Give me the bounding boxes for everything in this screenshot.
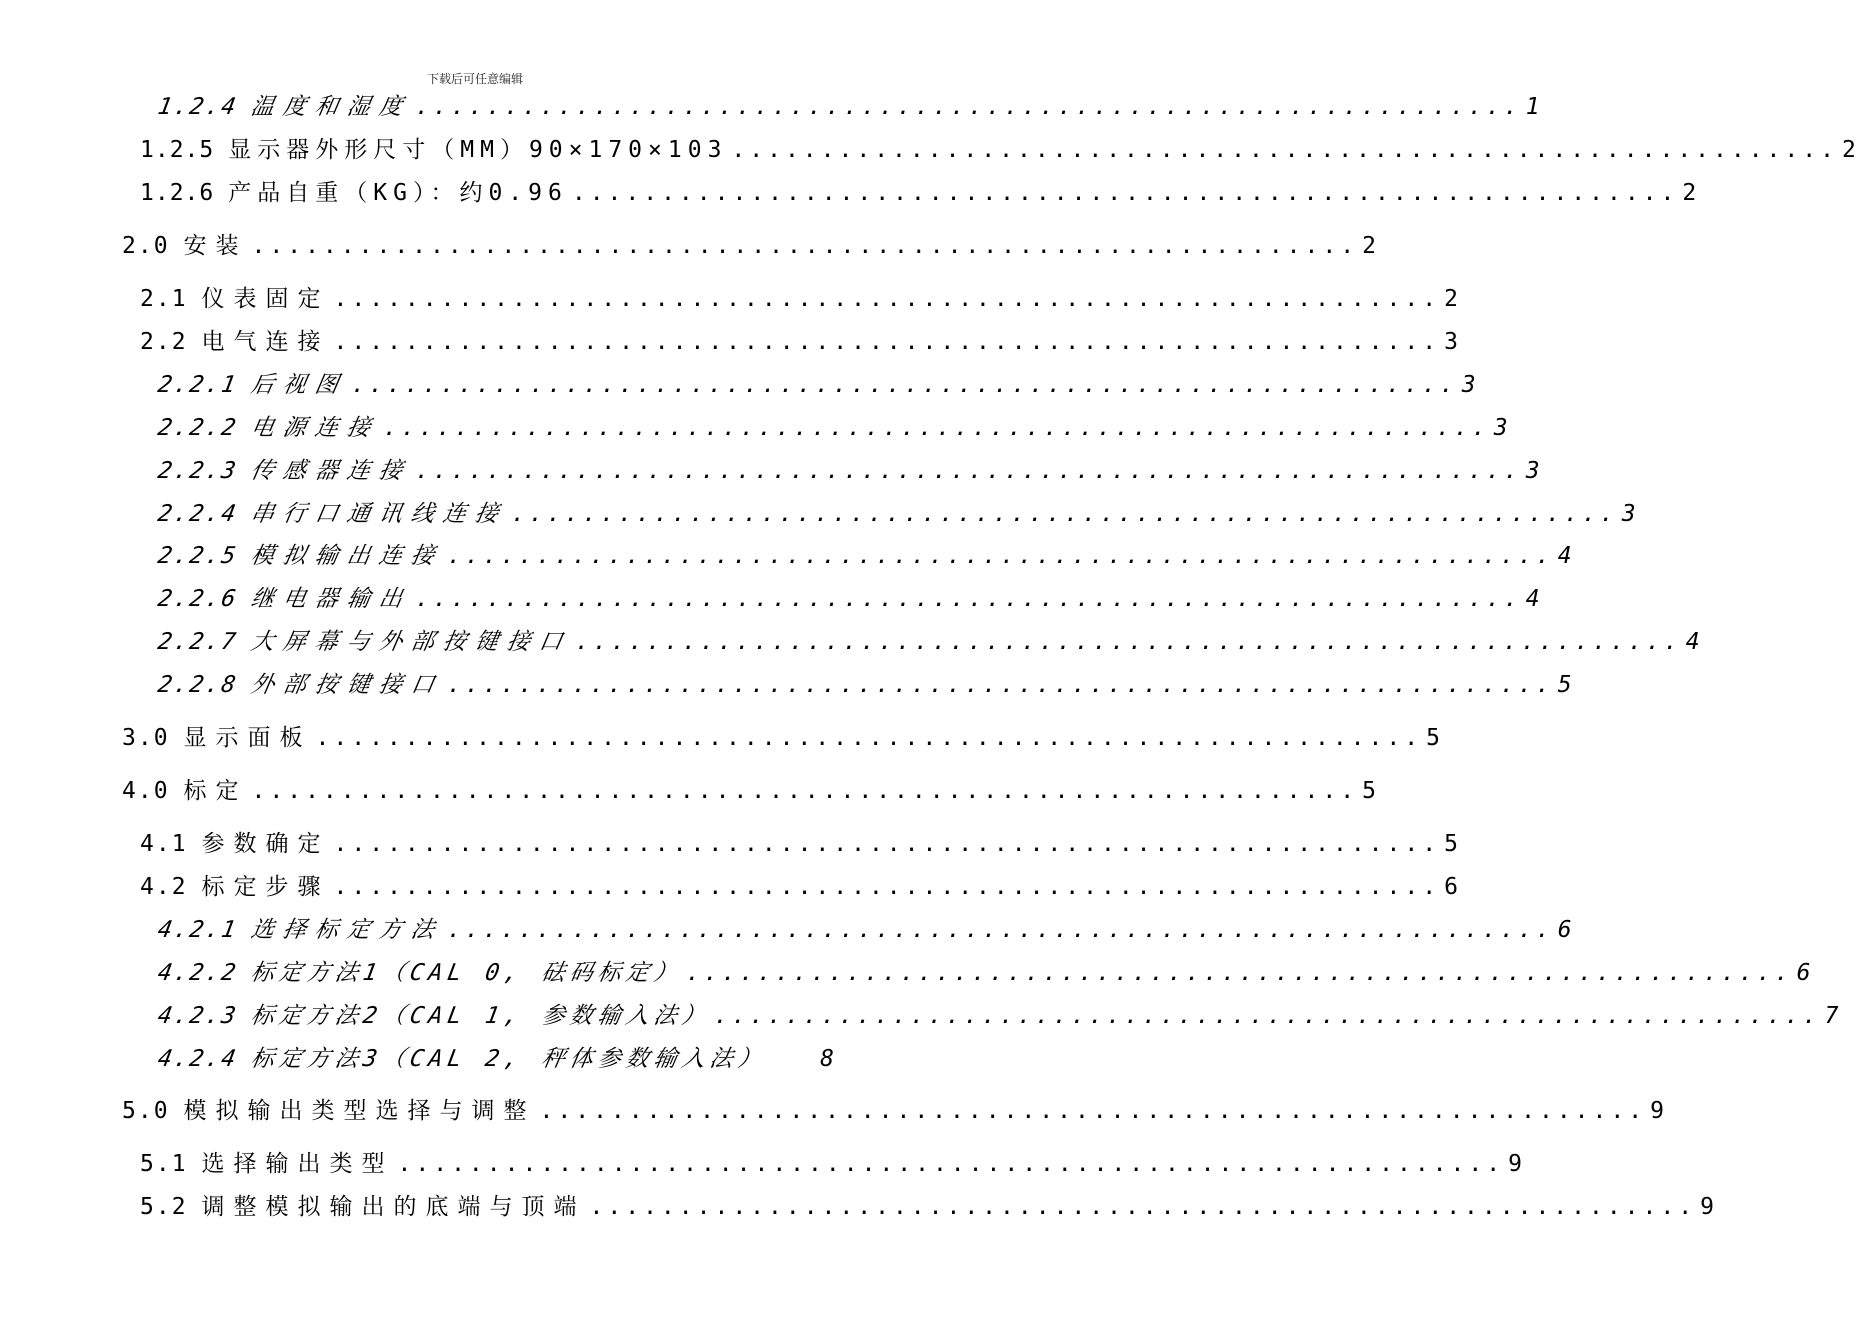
toc-number: 2.2.8 xyxy=(155,672,240,698)
toc-page: 5 xyxy=(1426,725,1442,751)
toc-leader: .............................................................. xyxy=(333,874,1441,900)
toc-leader: .............................................................. xyxy=(415,586,1522,612)
toc-number: 2.2.1 xyxy=(155,372,240,398)
toc-page: 9 xyxy=(1650,1098,1666,1124)
toc-title: 产品自重（KG）：约0.96 xyxy=(228,180,568,206)
toc-leader: .............................................................. xyxy=(315,725,1423,751)
toc-entry-4-2-1[interactable] xyxy=(155,917,1574,943)
toc-page: 6 xyxy=(1444,874,1460,900)
toc-leader: .............................................................. xyxy=(539,1098,1647,1124)
toc-number: 3.0 xyxy=(122,725,170,751)
toc-entry-2-0[interactable] xyxy=(122,233,1378,259)
toc-number: 5.1 xyxy=(140,1151,188,1177)
toc-page: 4 xyxy=(1685,629,1702,655)
toc-title: 外部按键接口 xyxy=(249,672,446,698)
toc-number: 4.1 xyxy=(140,831,188,857)
toc-title: 大屏幕与外部按键接口 xyxy=(249,629,574,655)
toc-leader: .............................................................. xyxy=(415,458,1522,484)
toc-title: 标定方法1（CAL 0, 砝码标定） xyxy=(249,960,685,986)
toc-number: 4.2.3 xyxy=(155,1003,240,1029)
toc-title: 标定步骤 xyxy=(201,874,330,900)
toc-leader: .............................................................. xyxy=(447,917,1554,943)
toc-number: 1.2.6 xyxy=(140,180,215,206)
toc-leader: .............................................................. xyxy=(383,415,1490,441)
toc-number: 2.2.6 xyxy=(155,586,240,612)
toc-page: 6 xyxy=(1796,960,1813,986)
toc-leader: .............................................................. xyxy=(251,778,1359,804)
toc-page: 5 xyxy=(1362,778,1378,804)
toc-entry-2-1[interactable] xyxy=(140,286,1460,312)
toc-entry-5-1[interactable] xyxy=(140,1151,1524,1177)
toc-entry-3-0[interactable] xyxy=(122,725,1442,751)
toc-page: 5 xyxy=(1557,672,1574,698)
toc-leader: .............................................................. xyxy=(351,372,1458,398)
toc-page: 6 xyxy=(1557,917,1574,943)
toc-title: 选择标定方法 xyxy=(249,917,446,943)
toc-page: 7 xyxy=(1824,1003,1841,1029)
toc-title: 仪表固定 xyxy=(201,286,330,312)
toc-leader: .............................................................. xyxy=(447,672,1554,698)
toc-leader: .............................................................. xyxy=(714,1003,1821,1029)
toc-number: 4.2.4 xyxy=(155,1046,240,1072)
page-header: 下载后可任意编辑 xyxy=(426,72,523,86)
toc-entry-2-2-3[interactable] xyxy=(155,458,1542,484)
toc-entry-1-2-5[interactable] xyxy=(140,137,1857,163)
toc-number: 5.0 xyxy=(122,1098,170,1124)
toc-title: 电气连接 xyxy=(201,329,330,355)
toc-page: 4 xyxy=(1557,543,1574,569)
toc-page: 3 xyxy=(1493,415,1510,441)
toc-number: 4.2 xyxy=(140,874,188,900)
toc-title: 标定方法3（CAL 2, 秤体参数输入法） xyxy=(249,1046,769,1072)
toc-page: 1 xyxy=(1525,94,1542,120)
toc-leader: .............................................................. xyxy=(575,629,1682,655)
toc-entry-4-2-3[interactable] xyxy=(155,1003,1841,1029)
toc-number: 1.2.4 xyxy=(155,94,240,120)
toc-number: 2.2.3 xyxy=(155,458,240,484)
toc-title: 标定方法2（CAL 1, 参数输入法） xyxy=(249,1003,713,1029)
toc-number: 2.2.2 xyxy=(155,415,240,441)
toc-entry-2-2-4[interactable] xyxy=(155,501,1638,527)
toc-title: 串行口通讯线连接 xyxy=(249,501,510,527)
toc-number: 2.2 xyxy=(140,329,188,355)
toc-page: 9 xyxy=(1700,1194,1716,1220)
toc-leader: .............................................................. xyxy=(333,831,1441,857)
toc-number: 2.2.4 xyxy=(155,501,240,527)
toc-entry-2-2-2[interactable] xyxy=(155,415,1510,441)
toc-entry-2-2[interactable] xyxy=(140,329,1460,355)
toc-leader: .............................................................. xyxy=(731,137,1838,163)
toc-page: 2 xyxy=(1362,233,1378,259)
toc-entry-4-1[interactable] xyxy=(140,831,1460,857)
toc-leader: .............................................................. xyxy=(251,233,1359,259)
toc-title: 参数确定 xyxy=(201,831,330,857)
toc-entry-4-2-4[interactable] xyxy=(155,1046,836,1072)
toc-page: 3 xyxy=(1525,458,1542,484)
toc-page: 2 xyxy=(1444,286,1460,312)
toc-leader: .............................................................. xyxy=(589,1194,1697,1220)
toc-title: 电源连接 xyxy=(249,415,382,441)
toc-number: 2.0 xyxy=(122,233,170,259)
toc-leader: .............................................................. xyxy=(511,501,1618,527)
toc-entry-4-2-2[interactable] xyxy=(155,960,1813,986)
toc-number: 2.1 xyxy=(140,286,188,312)
toc-entry-2-2-6[interactable] xyxy=(155,586,1542,612)
toc-page: 5 xyxy=(1444,831,1460,857)
toc-number: 4.0 xyxy=(122,778,170,804)
toc-title: 选择输出类型 xyxy=(201,1151,394,1177)
toc-title: 传感器连接 xyxy=(249,458,414,484)
toc-page: 3 xyxy=(1444,329,1460,355)
toc-leader: .............................................................. xyxy=(333,286,1441,312)
toc-number: 4.2.2 xyxy=(155,960,240,986)
toc-leader: .............................................................. xyxy=(415,94,1522,120)
toc-title: 标定 xyxy=(183,778,248,804)
toc-title: 显示器外形尺寸（MM）90×170×103 xyxy=(228,137,728,163)
toc-title: 安装 xyxy=(183,233,248,259)
toc-number: 2.2.5 xyxy=(155,543,240,569)
toc-title: 显示面板 xyxy=(183,725,312,751)
toc-page: 2 xyxy=(1682,180,1698,206)
toc-entry-1-2-4[interactable] xyxy=(155,94,1542,120)
toc-leader: .............................................................. xyxy=(686,960,1793,986)
toc-number: 5.2 xyxy=(140,1194,188,1220)
toc-page: 4 xyxy=(1525,586,1542,612)
toc-number: 1.2.5 xyxy=(140,137,215,163)
toc-leader: .............................................................. xyxy=(571,180,1679,206)
toc-number: 2.2.7 xyxy=(155,629,240,655)
toc-entry-4-2[interactable] xyxy=(140,874,1460,900)
toc-leader: .............................................................. xyxy=(333,329,1441,355)
toc-title: 模拟输出连接 xyxy=(249,543,446,569)
toc-page: 3 xyxy=(1621,501,1638,527)
toc-title: 调整模拟输出的底端与顶端 xyxy=(201,1194,586,1220)
toc-page: 3 xyxy=(1461,372,1478,398)
toc-number: 4.2.1 xyxy=(155,917,240,943)
toc-entry-4-0[interactable] xyxy=(122,778,1378,804)
toc-entry-2-2-5[interactable] xyxy=(155,543,1574,569)
toc-title: 模拟输出类型选择与调整 xyxy=(183,1098,536,1124)
toc-leader: .............................................................. xyxy=(397,1151,1505,1177)
toc-leader: .............................................................. xyxy=(447,543,1554,569)
toc-title: 温度和湿度 xyxy=(249,94,414,120)
toc-entry-5-0[interactable] xyxy=(122,1098,1666,1124)
toc-page: 9 xyxy=(1508,1151,1524,1177)
toc-page: 8 xyxy=(820,1046,836,1072)
toc-title: 后视图 xyxy=(249,372,350,398)
toc-entry-2-2-8[interactable] xyxy=(155,672,1574,698)
toc-title: 继电器输出 xyxy=(249,586,414,612)
toc-entry-2-2-1[interactable] xyxy=(155,372,1478,398)
toc-entry-2-2-7[interactable] xyxy=(155,629,1702,655)
toc-entry-1-2-6[interactable] xyxy=(140,180,1698,206)
toc-page: 2 xyxy=(1841,137,1857,163)
toc-entry-5-2[interactable] xyxy=(140,1194,1716,1220)
